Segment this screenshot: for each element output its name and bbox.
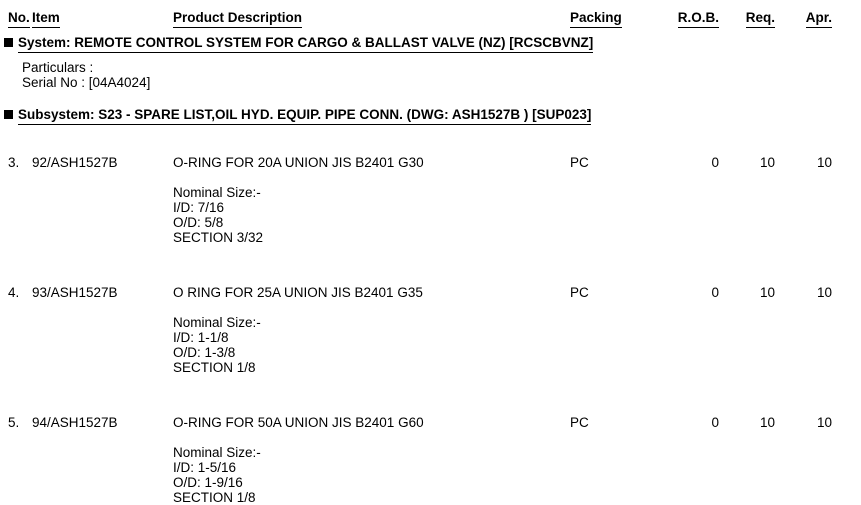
- row-detail-line: Nominal Size:-: [173, 315, 261, 330]
- row-description: O-RING FOR 20A UNION JIS B2401 G30: [173, 155, 424, 170]
- particulars-label: Particulars :: [22, 60, 94, 75]
- header-col-packing: [570, 10, 647, 28]
- table-row: [8, 285, 861, 375]
- row-rob: 0: [711, 415, 719, 430]
- header-col-apr: [775, 10, 832, 28]
- header-col-rob: [647, 10, 719, 28]
- table-row: [8, 415, 861, 505]
- row-item-code: 94/ASH1527B: [32, 415, 118, 430]
- header-col-rob-label: R.O.B.: [678, 10, 719, 28]
- row-packing: PC: [570, 415, 589, 430]
- row-apr: 10: [816, 285, 832, 300]
- header-col-item-label: Item: [32, 10, 60, 28]
- subsystem-heading: [4, 107, 861, 125]
- header-col-description-label: Product Description: [173, 10, 302, 28]
- subsystem-title: Subsystem: S23 - SPARE LIST,OIL HYD. EQUIP. PIPE CONN. (DWG: ASH1527B ) [SUP023]: [18, 107, 591, 125]
- row-rob: 0: [711, 285, 719, 300]
- row-description-cell: [173, 285, 570, 375]
- header-col-packing-label: Packing: [570, 10, 622, 28]
- row-no: 4.: [8, 285, 20, 300]
- row-detail-line: SECTION 1/8: [173, 490, 256, 505]
- row-details: [173, 315, 570, 375]
- row-detail-line: O/D: 1-9/16: [173, 475, 243, 490]
- row-packing: PC: [570, 285, 589, 300]
- header-col-req: [719, 10, 775, 28]
- black-square-icon: [4, 110, 13, 119]
- particulars-block: [22, 60, 861, 90]
- row-details: [173, 445, 570, 505]
- row-item-code: 92/ASH1527B: [32, 155, 118, 170]
- row-detail-line: I/D: 1-5/16: [173, 460, 237, 475]
- row-req: 10: [759, 285, 775, 300]
- header-col-no: [8, 10, 32, 28]
- header-col-item: [32, 10, 173, 28]
- row-detail-line: I/D: 1-1/8: [173, 330, 229, 345]
- row-description: O RING FOR 25A UNION JIS B2401 G35: [173, 285, 423, 300]
- system-heading: [4, 35, 861, 53]
- table-header-row: [8, 10, 861, 28]
- row-req: 10: [759, 155, 775, 170]
- black-square-icon: [4, 38, 13, 47]
- table-row: [8, 155, 861, 245]
- row-packing: PC: [570, 155, 589, 170]
- serial-number: Serial No : [04A4024]: [22, 75, 151, 90]
- system-title: System: REMOTE CONTROL SYSTEM FOR CARGO & BALLAST VALVE (NZ) [RCSCBVNZ]: [18, 35, 593, 53]
- row-detail-line: I/D: 7/16: [173, 200, 225, 215]
- row-detail-line: SECTION 3/32: [173, 230, 264, 245]
- header-col-apr-label: Apr.: [806, 10, 832, 28]
- row-description-cell: [173, 415, 570, 505]
- row-description-cell: [173, 155, 570, 245]
- row-rob: 0: [711, 155, 719, 170]
- row-detail-line: Nominal Size:-: [173, 445, 261, 460]
- row-apr: 10: [816, 415, 832, 430]
- row-apr: 10: [816, 155, 832, 170]
- row-details: [173, 185, 570, 245]
- row-detail-line: SECTION 1/8: [173, 360, 256, 375]
- row-description: O-RING FOR 50A UNION JIS B2401 G60: [173, 415, 424, 430]
- row-no: 5.: [8, 415, 20, 430]
- header-col-req-label: Req.: [746, 10, 775, 28]
- row-detail-line: O/D: 5/8: [173, 215, 224, 230]
- row-detail-line: O/D: 1-3/8: [173, 345, 236, 360]
- header-col-no-label: No.: [8, 10, 30, 28]
- row-no: 3.: [8, 155, 20, 170]
- row-detail-line: Nominal Size:-: [173, 185, 261, 200]
- row-item-code: 93/ASH1527B: [32, 285, 118, 300]
- header-col-description: [173, 10, 570, 28]
- row-req: 10: [759, 415, 775, 430]
